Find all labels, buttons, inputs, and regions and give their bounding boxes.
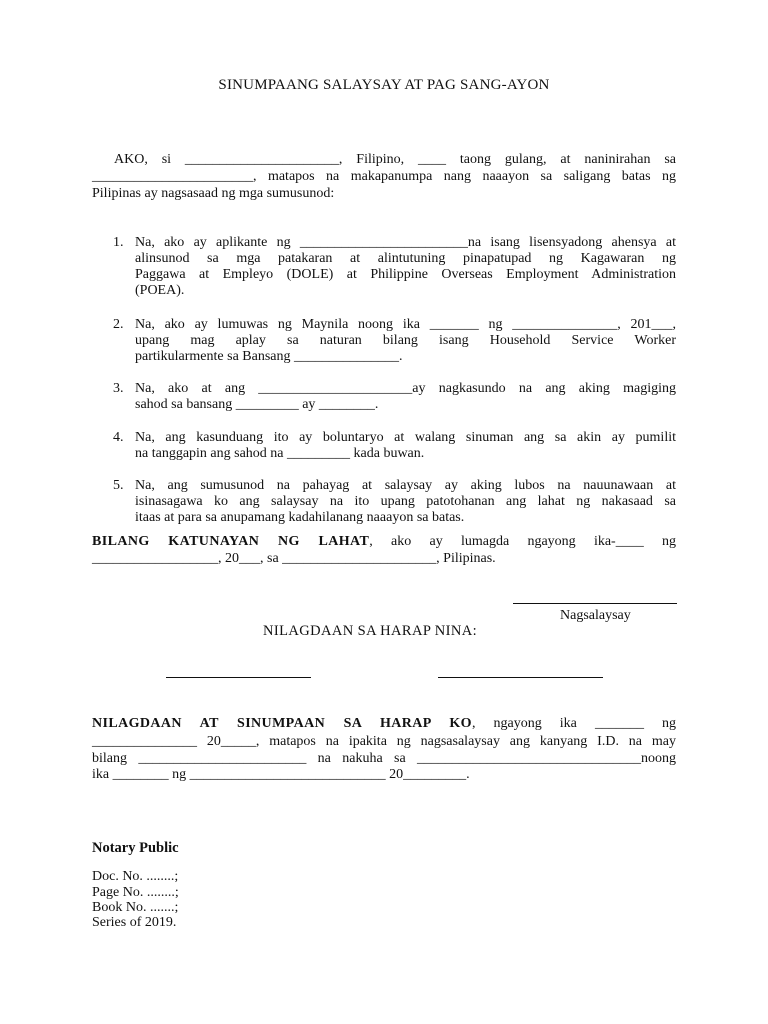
item-2-line-1: Na, ako ay lumuwas ng Maynila noong ika _______ ng _______________, 201___,: [135, 317, 676, 332]
item-3-line-2: sahod sa bansang _________ ay ________.: [135, 397, 379, 412]
jurat-heading: NILAGDAAN AT SINUMPAAN SA HARAP KO: [92, 716, 472, 731]
jurat-line-1: [92, 716, 676, 732]
notary-series: Series of 2019.: [92, 915, 177, 930]
item-2-line-2: upang mag aplay sa naturan bilang isang Household Service Worker: [135, 333, 676, 348]
jurat-line-3: bilang ________________________ na nakuha sa ________________________________noong: [92, 751, 676, 766]
item-4-line-1: Na, ang kasunduang ito ay boluntaryo at walang sinuman ang sa akin ay pumilit: [135, 430, 676, 445]
notary-page-no: Page No. ........;: [92, 885, 179, 900]
item-1-line-3: Paggawa at Empleyo (DOLE) at Philippine Overseas Employment Administration: [135, 267, 676, 282]
affiant-label: Nagsalaysay: [560, 608, 631, 623]
item-5-number: 5.: [113, 478, 124, 493]
witness-2-signature-line: [438, 677, 603, 678]
jurat-line-1-rest: , ngayong ika _______ ng: [471, 716, 676, 731]
notary-heading: Notary Public: [92, 840, 179, 856]
item-1-line-2: alinsunod sa mga patakaran at alintutuning pinapatupad ng Kagawaran ng: [135, 251, 676, 266]
item-3-line-1: Na, ako at ang ______________________ay nagkasundo na ang aking magiging: [135, 381, 676, 396]
item-4-number: 4.: [113, 430, 124, 445]
jurat-line-4: ika ________ ng ____________________________ 20_________.: [92, 767, 470, 782]
item-5-line-2: isinasagawa ko ang salaysay na ito upang patotohanan ang lahat ng nakasaad sa: [135, 494, 676, 509]
witness-clause-line-2: __________________, 20___, sa ______________________, Pilipinas.: [92, 551, 496, 566]
jurat-line-2: _______________ 20_____, matapos na ipakita ng nagsasalaysay ang kanyang I.D. na may: [92, 734, 676, 749]
notary-doc-no: Doc. No. ........;: [92, 869, 179, 884]
notary-book-no: Book No. .......;: [92, 900, 179, 915]
item-3-number: 3.: [113, 381, 124, 396]
item-1-line-4: (POEA).: [135, 283, 185, 298]
document-title: SINUMPAANG SALAYSAY AT PAG SANG-AYON: [218, 77, 550, 93]
item-5-line-3: itaas at para sa anupamang kadahilanang naaayon sa batas.: [135, 510, 465, 525]
intro-line-3: Pilipinas ay nagsasaad ng mga sumusunod:: [92, 186, 335, 201]
item-1-number: 1.: [113, 235, 124, 250]
item-2-number: 2.: [113, 317, 124, 332]
intro-line-2: _______________________, matapos na makapanumpa nang naaayon sa saligang batas ng: [92, 169, 676, 184]
item-5-line-1: Na, ang sumusunod na pahayag at salaysay ay aking lubos na nauunawaan at: [135, 478, 676, 493]
item-2-line-3: partikularmente sa Bansang _______________.: [135, 349, 403, 364]
witness-clause-line-1-rest: , ako ay lumagda ngayong ika-____ ng: [369, 534, 676, 549]
witness-clause-heading: BILANG KATUNAYAN NG LAHAT: [92, 534, 370, 549]
intro-line-1: AKO, si ______________________, Filipino, ____ taong gulang, at naninirahan sa: [114, 152, 676, 167]
item-4-line-2: na tanggapin ang sahod na _________ kada buwan.: [135, 446, 425, 461]
item-1-line-1: Na, ako ay aplikante ng ________________________na isang lisensyadong ahensya at: [135, 235, 676, 250]
affiant-signature-line: [513, 603, 677, 604]
signed-before-label: NILAGDAAN SA HARAP NINA:: [263, 623, 478, 639]
witness-1-signature-line: [166, 677, 311, 678]
witness-clause-line-1: [92, 534, 676, 550]
